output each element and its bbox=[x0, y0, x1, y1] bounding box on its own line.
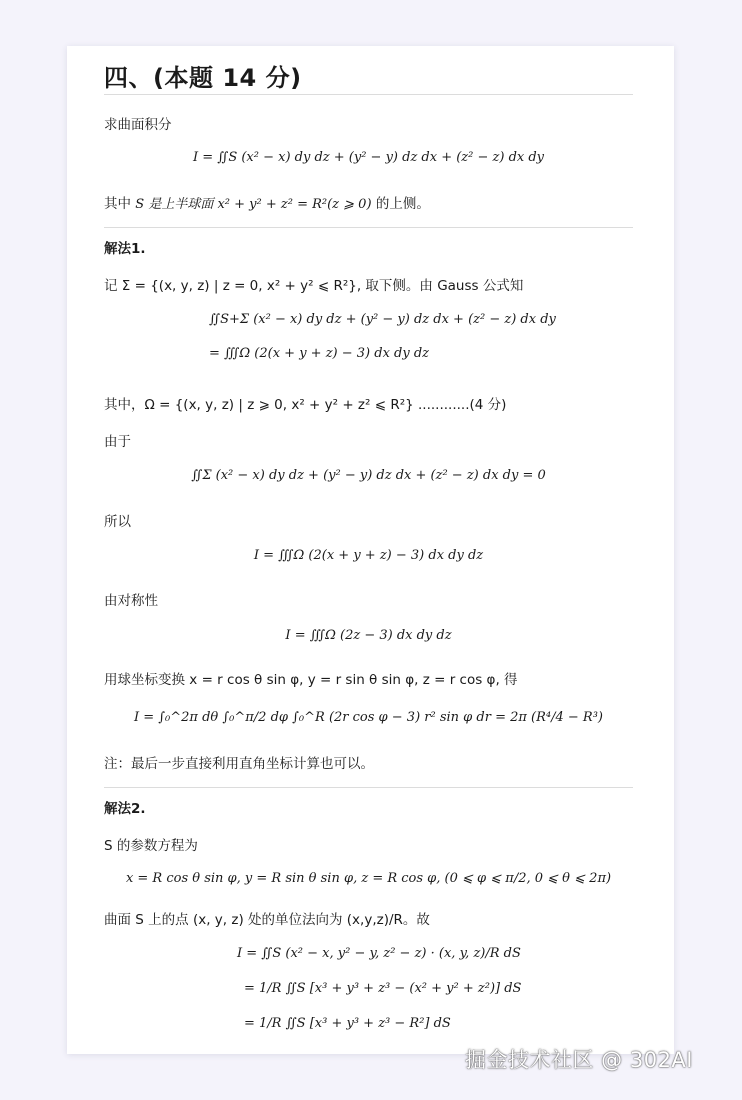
solution1-note: 注：最后一步直接利用直角坐标计算也可以。 bbox=[104, 756, 374, 772]
solution1-eq3: I = ∭Ω (2(x + y + z) − 3) dx dy dz bbox=[253, 548, 484, 563]
divider bbox=[104, 94, 633, 95]
solution2-param-intro: S 的参数方程为 bbox=[104, 838, 198, 854]
solution1-eq4: I = ∭Ω (2z − 3) dx dy dz bbox=[285, 628, 452, 643]
solution1-line1: 记 Σ = {(x, y, z) | z = 0, x² + y² ⩽ R²}, 取下侧。由 Gauss 公式知 bbox=[104, 278, 524, 294]
where-math: S 是上半球面 x² + y² + z² = R²(z ⩾ 0) bbox=[135, 197, 372, 212]
document-card bbox=[67, 46, 674, 1054]
divider bbox=[104, 227, 633, 228]
solution1-eq2: ∬Σ (x² − x) dy dz + (y² − y) dz dx + (z² − z) dx dy = 0 bbox=[191, 468, 546, 483]
solution2-eq6a: I = ∬S (x² − x, y² − y, z² − z) · (x, y, z)/R dS bbox=[237, 946, 521, 961]
where-suffix: 的上侧。 bbox=[375, 196, 430, 212]
solution1-since: 由于 bbox=[104, 434, 131, 450]
problem-integral: I = ∬S (x² − x) dy dz + (y² − y) dz dx + (z² − z) dx dy bbox=[192, 150, 545, 165]
solution1-eq1a: ∬S+Σ (x² − x) dy dz + (y² − y) dz dx + (z² − z) dx dy bbox=[209, 312, 556, 327]
solution2-normal-line: 曲面 S 上的点 (x, y, z) 处的单位法向为 (x,y,z)/R。故 bbox=[104, 912, 430, 928]
solution1-spherical: 用球坐标变换 x = r cos θ sin φ, y = r sin θ sin φ, z = r cos φ, 得 bbox=[104, 672, 518, 688]
problem-where bbox=[104, 192, 430, 212]
solution1-therefore: 所以 bbox=[104, 514, 131, 530]
where-prefix: 其中 bbox=[104, 196, 131, 212]
solution2-heading: 解法2. bbox=[104, 801, 146, 817]
divider bbox=[104, 787, 633, 788]
solution1-heading: 解法1. bbox=[104, 241, 146, 257]
solution2-eq6b: = 1/R ∬S [x³ + y³ + z³ − (x² + y² + z²)] dS bbox=[244, 981, 522, 996]
solution1-line2: 其中，Ω = {(x, y, z) | z ⩾ 0, x² + y² + z² ⩽ R²} ............(4 分) bbox=[104, 397, 507, 413]
solution1-eq1b: = ∭Ω (2(x + y + z) − 3) dx dy dz bbox=[209, 346, 430, 361]
problem-intro: 求曲面积分 bbox=[104, 117, 172, 133]
solution2-eq6c: = 1/R ∬S [x³ + y³ + z³ − R²] dS bbox=[244, 1016, 451, 1031]
solution1-symmetry: 由对称性 bbox=[104, 593, 158, 609]
solution1-eq5: I = ∫₀^2π dθ ∫₀^π/2 dφ ∫₀^R (2r cos φ − 3) r² sin φ dr = 2π (R⁴/4 − R³) bbox=[133, 710, 603, 725]
watermark: 掘金技术社区 @ 302AI bbox=[465, 1048, 693, 1072]
solution2-param-eq: x = R cos θ sin φ, y = R sin θ sin φ, z = R cos φ, (0 ⩽ φ ⩽ π/2, 0 ⩽ θ ⩽ 2π) bbox=[125, 871, 612, 886]
problem-title: 四、(本题 14 分) bbox=[104, 64, 302, 92]
